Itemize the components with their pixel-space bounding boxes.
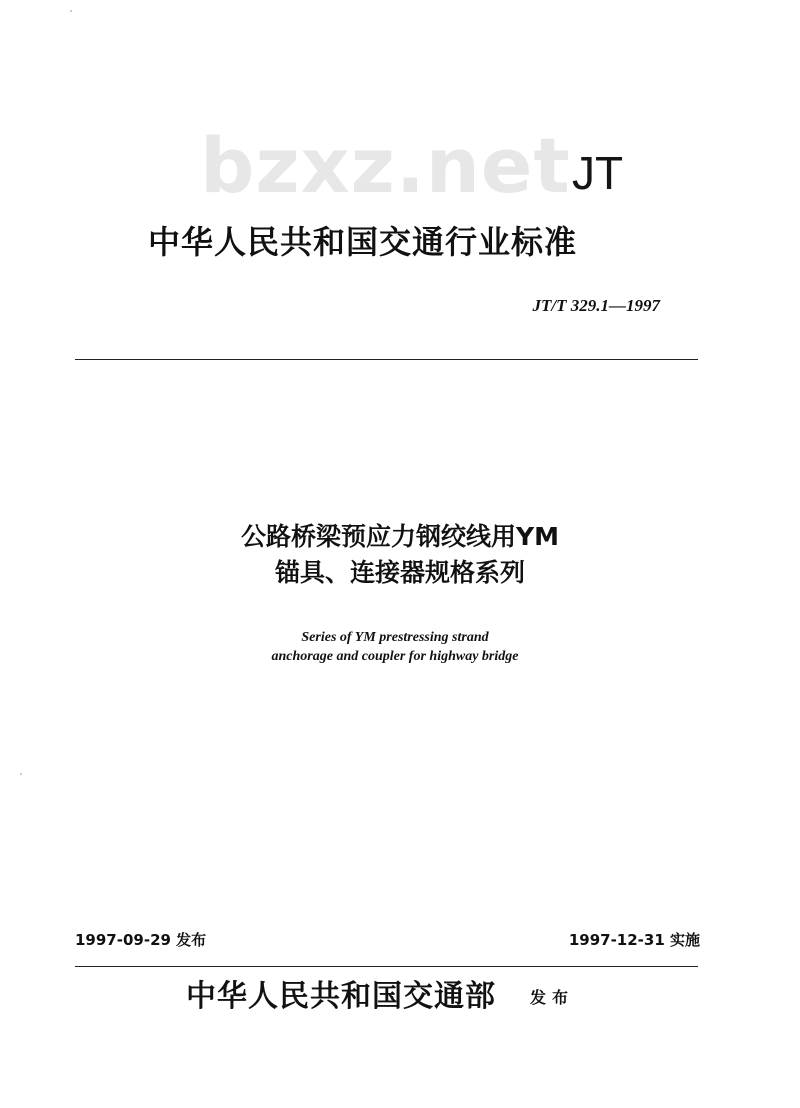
publisher-name: 中华人民共和国交通部 bbox=[186, 979, 496, 1014]
scan-speck bbox=[70, 10, 72, 12]
title-english-line-1: Series of YM prestressing strand bbox=[301, 630, 489, 645]
publish-verb: 发布 bbox=[530, 988, 575, 1007]
standard-authority-heading: 中华人民共和国交通行业标准 bbox=[148, 223, 578, 261]
bottom-divider bbox=[75, 966, 698, 967]
watermark: bzxz.net bbox=[200, 121, 571, 210]
title-chinese-line-2: 锚具、连接器规格系列 bbox=[274, 558, 525, 587]
implementation-date: 1997-12-31 实施 bbox=[568, 931, 700, 949]
standard-number: JT/T 329.1—1997 bbox=[532, 296, 660, 315]
title-chinese-line-1: 公路桥梁预应力钢绞线用YM bbox=[241, 522, 559, 551]
scan-speck bbox=[20, 773, 22, 775]
issue-date: 1997-09-29 发布 bbox=[75, 931, 207, 949]
top-divider bbox=[75, 359, 698, 360]
title-english-line-2: anchorage and coupler for highway bridge bbox=[271, 649, 519, 664]
standard-code-mark: JT bbox=[572, 147, 624, 199]
